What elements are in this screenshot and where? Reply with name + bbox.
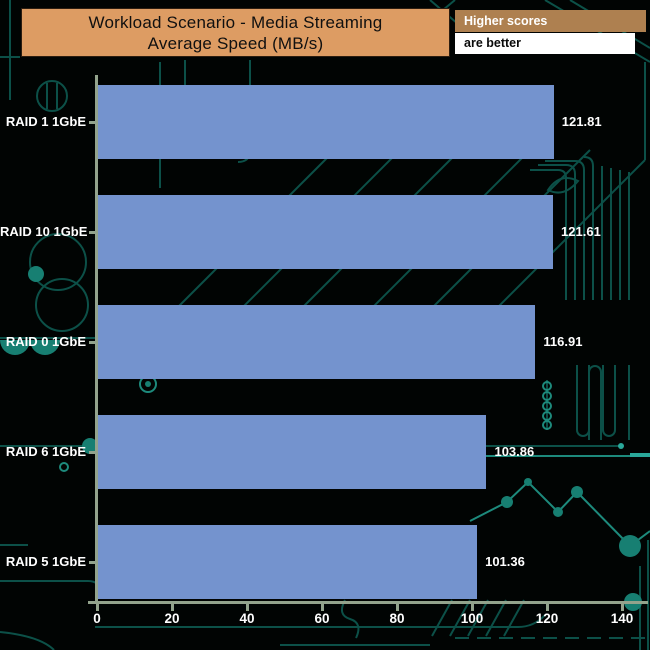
chart-title <box>21 8 450 57</box>
x-tick-label-60: 60 <box>314 611 330 626</box>
y-axis-tick <box>89 341 96 344</box>
category-label-raid-6-1gbe: RAID 6 1GbE <box>5 444 86 459</box>
y-axis-tick <box>89 231 96 234</box>
y-axis-tick <box>89 121 96 124</box>
chart-title-line1: Workload Scenario - Media Streaming <box>88 12 383 32</box>
bar-raid-1-1gbe <box>97 85 554 159</box>
x-tick-label-40: 40 <box>239 611 255 626</box>
x-axis-tick <box>96 604 99 611</box>
category-label-raid-5-1gbe: RAID 5 1GbE <box>5 554 86 569</box>
bar-raid-0-1gbe <box>97 305 535 379</box>
x-axis-tick <box>246 604 249 611</box>
bar-raid-5-1gbe <box>97 525 477 599</box>
x-tick-label-80: 80 <box>389 611 405 626</box>
x-tick-label-140: 140 <box>610 611 634 626</box>
x-axis-tick <box>546 604 549 611</box>
value-label-raid-6-1gbe: 103.86 <box>494 444 535 459</box>
value-label-raid-0-1gbe: 116.91 <box>543 334 583 349</box>
value-label-raid-5-1gbe: 101.36 <box>485 554 525 569</box>
y-axis-tick <box>89 561 96 564</box>
x-axis-tick <box>396 604 399 611</box>
legend-are-better: are better <box>455 33 635 54</box>
x-tick-label-0: 0 <box>93 611 101 626</box>
category-label-raid-1-1gbe: RAID 1 1GbE <box>5 114 86 129</box>
category-label-raid-0-1gbe: RAID 0 1GbE <box>5 334 86 349</box>
x-tick-label-120: 120 <box>535 611 559 626</box>
x-axis-tick <box>621 604 624 611</box>
legend-higher-scores: Higher scores <box>455 10 646 32</box>
y-axis-tick <box>89 451 96 454</box>
category-label-raid-10-1gbe: RAID 10 1GbE <box>0 224 88 239</box>
bar-raid-6-1gbe <box>97 415 486 489</box>
x-tick-label-100: 100 <box>460 611 484 626</box>
legend <box>455 10 646 54</box>
bar-raid-10-1gbe <box>97 195 553 269</box>
x-axis-tick <box>171 604 174 611</box>
value-label-raid-10-1gbe: 121.61 <box>561 224 601 239</box>
y-axis-line <box>95 75 98 604</box>
x-axis-tick <box>321 604 324 611</box>
x-tick-label-20: 20 <box>164 611 180 626</box>
chart-title-line2: Average Speed (MB/s) <box>147 33 324 53</box>
value-label-raid-1-1gbe: 121.81 <box>561 114 602 129</box>
x-axis-tick <box>471 604 474 611</box>
